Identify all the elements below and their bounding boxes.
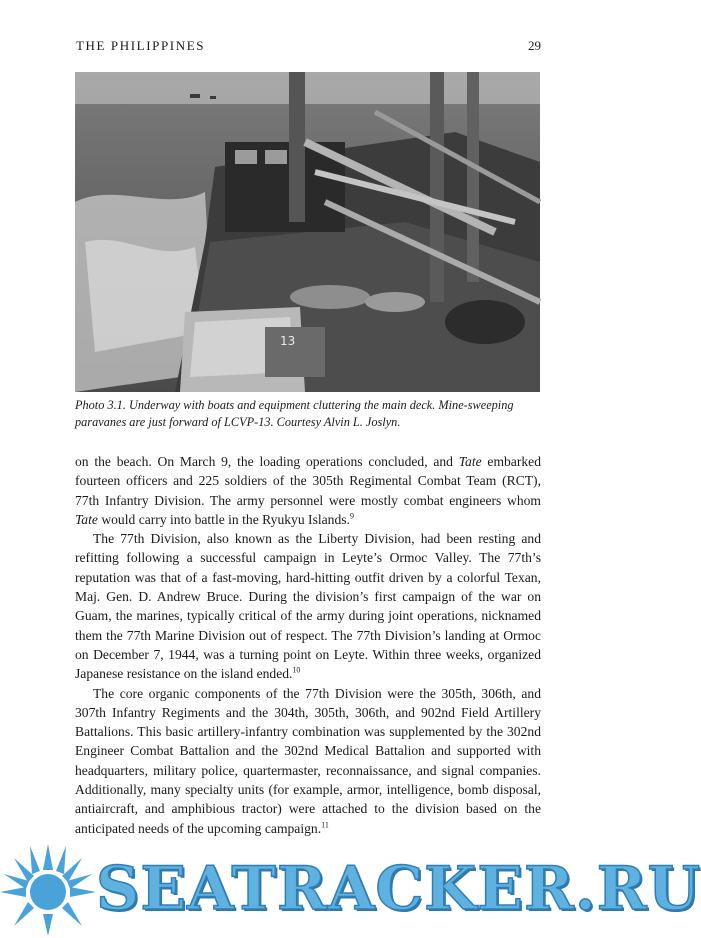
paragraph-3 [75, 684, 541, 838]
ship-name-tate-2: Tate [75, 511, 98, 527]
paragraph-2 [75, 529, 541, 683]
watermark-text: SEATRACKER.RU [96, 854, 701, 924]
footnote-ref-11: 11 [321, 820, 329, 830]
ship-deck-photo [75, 72, 540, 392]
paragraph-3-text: The core organic components of the 77th Division were the 305th, 306th, and 307th Infantry Regiments and the 304th, 305th, 306th, and 902nd Field Artillery Battalions. This basic artillery-infantry combination was supplemented by the 302nd Engineer Combat Battalion and the 302nd Medical Battalion and supported with headquarters, military police, quartermaster, reconnaissance, and signal companies. Additionally, many specialty units (for example, armor, intelligence, bomb disposal, antiaircraft, and amphibious tractor) were attached to the division based on the anticipated needs of the upcoming campaign. [75, 685, 541, 836]
photo-caption [75, 397, 541, 431]
caption-line-1: Photo 3.1. Underway with boats and equipment cluttering the main deck. Mine-sweeping [75, 398, 514, 412]
ship-name-tate: Tate [458, 454, 482, 469]
sun-logo-icon [0, 840, 96, 936]
running-head [76, 38, 541, 58]
watermark [0, 838, 701, 938]
footnote-ref-10: 10 [292, 665, 301, 675]
caption-line-2: paravanes are just forward of LCVP-13. Courtesy Alvin L. Joslyn. [75, 415, 401, 429]
paragraph-1-part-e: would carry into battle in the Ryukyu Islands. [97, 511, 350, 527]
paragraph-2-text: The 77th Division, also known as the Liberty Division, had been resting and refitting following a successful campaign in Leyte’s Ormoc Valley. The 77th’s reputation was that of a fast-moving, hard-hitting outfit driven by a colorful Texan, Maj. Gen. D. Andrew Bruce. During the division’s first campaign of the war on Guam, the marines, typically critical of the army during joint operations, nicknamed them the 77th Marine Division out of respect. The 77th Division’s landing at Ormoc on December 7, 1944, was a turning point on Leyte. Within three weeks, organized Japanese resistance on the island ended. [75, 531, 541, 682]
hull-marking: 13 [280, 334, 296, 348]
ship-deck-illustration [75, 72, 540, 392]
paragraph-1-part-c: embarked fourteen officers and 225 soldiers of the 305th Regimental Combat Team (RCT), 77th Infantry Division. The army personnel were mostly combat engineers whom [75, 454, 541, 508]
footnote-ref-9: 9 [349, 511, 354, 521]
paragraph-1 [75, 452, 541, 529]
running-title: THE PHILIPPINES [76, 38, 206, 53]
body-text [75, 452, 541, 838]
paragraph-1-part-a: on the beach. On March 9, the loading operations concluded, and [75, 454, 459, 469]
page-number: 29 [528, 38, 541, 53]
